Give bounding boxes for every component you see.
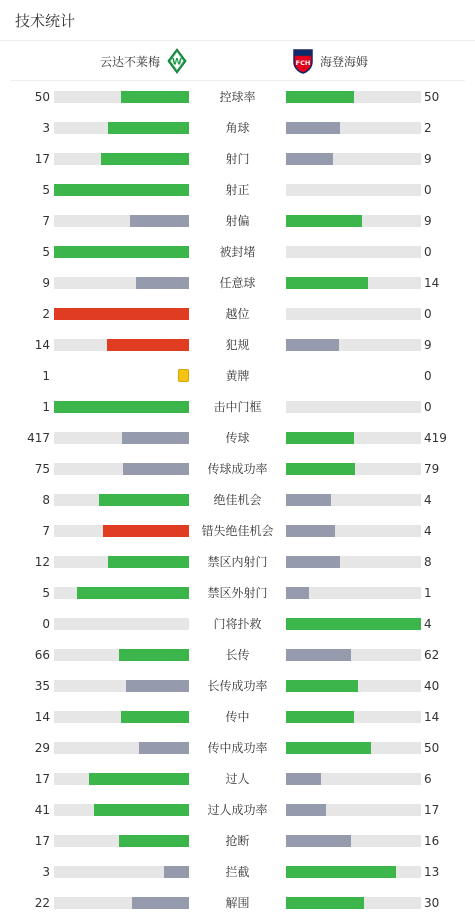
home-stat-value: 35 — [34, 679, 50, 693]
stat-label: 控球率 — [219, 90, 256, 104]
home-stat-bar-fill — [136, 277, 189, 289]
stat-row — [0, 515, 475, 546]
away-stat-bar — [286, 866, 421, 878]
away-stat-bar-fill — [286, 711, 354, 723]
home-stat-value: 0 — [42, 617, 50, 631]
away-stat-bar — [286, 711, 421, 723]
away-stat-bar — [286, 432, 421, 444]
stat-label: 绝佳机会 — [213, 493, 262, 507]
away-stat-value: 14 — [424, 710, 440, 724]
away-stat-value: 62 — [424, 648, 440, 662]
home-stat-bar-fill — [119, 835, 189, 847]
home-stat-bar — [54, 773, 189, 785]
stat-row — [0, 174, 475, 205]
stat-row — [0, 701, 475, 732]
stat-row — [0, 763, 475, 794]
stat-label: 拦截 — [225, 865, 250, 879]
away-stat-bar — [286, 184, 421, 196]
stat-label: 击中门框 — [213, 400, 262, 414]
stat-label: 越位 — [225, 307, 250, 321]
away-stat-value: 8 — [424, 555, 432, 569]
away-stat-value: 9 — [424, 338, 432, 352]
home-stat-bar — [54, 246, 189, 258]
stat-label: 抢断 — [225, 834, 250, 848]
stat-row — [0, 484, 475, 515]
teams-bar — [10, 41, 465, 81]
home-stat-bar — [54, 153, 189, 165]
stat-label: 禁区外射门 — [207, 586, 268, 600]
away-stat-value: 4 — [424, 493, 432, 507]
home-stat-bar-fill — [123, 463, 189, 475]
away-stat-bar-fill — [286, 153, 333, 165]
away-stat-bar — [286, 773, 421, 785]
home-stat-value: 1 — [42, 400, 50, 414]
home-stat-value: 29 — [34, 741, 50, 755]
home-stat-value: 17 — [34, 772, 50, 786]
stat-row — [0, 143, 475, 174]
away-stat-bar-fill — [286, 742, 371, 754]
stat-label: 犯规 — [225, 338, 250, 352]
home-stat-bar — [54, 649, 189, 661]
home-stat-value: 22 — [34, 896, 50, 910]
away-stat-value: 17 — [424, 803, 440, 817]
stat-row — [0, 887, 475, 918]
home-stat-bar — [54, 618, 189, 630]
away-stat-value: 6 — [424, 772, 432, 786]
away-stat-value: 0 — [424, 369, 432, 383]
away-stat-bar-fill — [286, 618, 421, 630]
home-stat-bar-fill — [164, 866, 189, 878]
home-stat-bar-fill — [54, 308, 189, 320]
home-stat-bar-fill — [54, 246, 189, 258]
home-stat-value: 5 — [42, 586, 50, 600]
away-stat-bar-fill — [286, 680, 358, 692]
away-stat-bar — [286, 804, 421, 816]
away-stat-bar — [286, 339, 421, 351]
home-stat-value: 17 — [34, 834, 50, 848]
stat-row — [0, 453, 475, 484]
away-stat-value: 13 — [424, 865, 440, 879]
away-stat-bar — [286, 556, 421, 568]
home-stat-value: 14 — [34, 710, 50, 724]
stat-label: 错失绝佳机会 — [201, 524, 274, 538]
away-stat-value: 2 — [424, 121, 432, 135]
away-stat-bar — [286, 649, 421, 661]
away-stat-value: 4 — [424, 524, 432, 538]
home-stat-bar-fill — [126, 680, 189, 692]
home-stat-bar-fill — [101, 153, 189, 165]
stat-label: 解围 — [225, 896, 250, 910]
away-stat-bar — [286, 494, 421, 506]
away-stat-value: 0 — [424, 183, 432, 197]
stat-label: 射偏 — [225, 214, 250, 228]
stat-label: 长传 — [225, 648, 250, 662]
home-stat-bar-fill — [103, 525, 189, 537]
away-stat-bar — [286, 308, 421, 320]
stat-row — [0, 112, 475, 143]
away-stat-bar — [286, 277, 421, 289]
home-stat-bar — [54, 525, 189, 537]
stat-label: 过人 — [225, 772, 250, 786]
stat-row — [0, 794, 475, 825]
away-stat-value: 9 — [424, 152, 432, 166]
home-stat-value: 41 — [34, 803, 50, 817]
stat-row — [0, 329, 475, 360]
away-stat-bar — [286, 897, 421, 909]
stat-row — [0, 267, 475, 298]
home-stat-bar — [54, 277, 189, 289]
home-stat-value: 75 — [34, 462, 50, 476]
stat-label: 门将扑救 — [213, 617, 262, 631]
home-stat-bar — [54, 215, 189, 227]
home-stat-bar — [54, 835, 189, 847]
away-stat-value: 79 — [424, 462, 440, 476]
away-stat-bar-fill — [286, 277, 368, 289]
away-team[interactable] — [292, 41, 368, 81]
home-stat-value: 417 — [27, 431, 50, 445]
home-stat-bar — [54, 432, 189, 444]
away-stat-bar-fill — [286, 556, 340, 568]
stat-row — [0, 670, 475, 701]
away-stat-bar — [286, 401, 421, 413]
home-stat-value: 17 — [34, 152, 50, 166]
stat-label: 过人成功率 — [207, 803, 268, 817]
home-stat-bar — [54, 494, 189, 506]
away-stat-bar — [286, 587, 421, 599]
home-stat-bar-fill — [108, 122, 189, 134]
home-stat-bar-fill — [54, 401, 189, 413]
home-stat-bar — [54, 711, 189, 723]
stat-label: 传球成功率 — [207, 462, 268, 476]
stat-label: 角球 — [225, 121, 250, 135]
home-stat-bar-fill — [130, 215, 189, 227]
away-stat-value: 14 — [424, 276, 440, 290]
stat-row — [0, 732, 475, 763]
home-stat-bar — [54, 401, 189, 413]
home-stat-value: 14 — [34, 338, 50, 352]
stat-row — [0, 205, 475, 236]
away-team-name: 海登海姆 — [320, 54, 369, 69]
away-stat-bar — [286, 680, 421, 692]
home-stat-bar-fill — [89, 773, 189, 785]
home-team[interactable] — [100, 41, 188, 81]
home-stat-value: 7 — [42, 214, 50, 228]
home-stat-bar — [54, 370, 189, 382]
stat-row — [0, 825, 475, 856]
away-stat-value: 0 — [424, 400, 432, 414]
home-stat-bar-fill — [122, 432, 189, 444]
away-stat-bar — [286, 463, 421, 475]
away-stat-value: 419 — [424, 431, 447, 445]
away-stat-bar-fill — [286, 494, 331, 506]
away-stat-value: 30 — [424, 896, 440, 910]
home-stat-value: 9 — [42, 276, 50, 290]
stat-label: 传中 — [225, 710, 250, 724]
away-stat-bar-fill — [286, 866, 396, 878]
heidenheim-fch-crest-icon — [292, 48, 314, 74]
away-stat-bar — [286, 122, 421, 134]
away-stat-bar — [286, 215, 421, 227]
away-stat-value: 9 — [424, 214, 432, 228]
away-stat-bar — [286, 618, 421, 630]
home-stat-bar-fill — [139, 742, 189, 754]
home-stat-bar-fill — [99, 494, 189, 506]
away-stat-value: 16 — [424, 834, 440, 848]
away-stat-bar-fill — [286, 649, 351, 661]
home-stat-bar — [54, 91, 189, 103]
home-stat-value: 3 — [42, 865, 50, 879]
away-stat-value: 1 — [424, 586, 432, 600]
home-stat-bar-fill — [77, 587, 189, 599]
away-stat-value: 40 — [424, 679, 440, 693]
away-stat-bar — [286, 835, 421, 847]
away-stat-bar-fill — [286, 91, 354, 103]
home-stat-bar — [54, 308, 189, 320]
yellow-card-icon — [178, 369, 189, 382]
stat-label: 任意球 — [219, 276, 256, 290]
home-stat-bar-fill — [107, 339, 189, 351]
stat-row — [0, 608, 475, 639]
home-stat-bar — [54, 122, 189, 134]
stat-label: 被封堵 — [219, 245, 256, 259]
home-stat-bar — [54, 680, 189, 692]
away-stat-value: 50 — [424, 741, 440, 755]
stat-row — [0, 298, 475, 329]
away-stat-bar-fill — [286, 525, 335, 537]
home-stat-bar-fill — [108, 556, 189, 568]
away-stat-bar-fill — [286, 773, 321, 785]
stat-row — [0, 391, 475, 422]
home-stat-value: 2 — [42, 307, 50, 321]
away-stat-bar — [286, 525, 421, 537]
home-stat-bar — [54, 866, 189, 878]
home-stat-bar — [54, 556, 189, 568]
home-stat-value: 1 — [42, 369, 50, 383]
home-stat-bar — [54, 804, 189, 816]
stat-row — [0, 577, 475, 608]
stat-label: 长传成功率 — [207, 679, 268, 693]
away-stat-bar — [286, 370, 421, 382]
away-stat-value: 4 — [424, 617, 432, 631]
home-stat-bar — [54, 897, 189, 909]
stats-header — [0, 0, 475, 41]
home-stat-value: 3 — [42, 121, 50, 135]
werder-bremen-crest-icon — [166, 48, 188, 74]
stat-row — [0, 236, 475, 267]
stat-label: 黄牌 — [225, 369, 250, 383]
away-stat-value: 0 — [424, 245, 432, 259]
away-stat-bar-fill — [286, 339, 339, 351]
home-stat-bar-fill — [121, 91, 189, 103]
home-stat-value: 5 — [42, 245, 50, 259]
stat-row — [0, 546, 475, 577]
stat-row — [0, 422, 475, 453]
stat-row — [0, 360, 475, 391]
away-stat-value: 50 — [424, 90, 440, 104]
home-stat-bar-fill — [119, 649, 189, 661]
home-stat-value: 7 — [42, 524, 50, 538]
home-stat-bar-fill — [132, 897, 189, 909]
away-stat-bar-fill — [286, 587, 309, 599]
stats-list — [0, 81, 475, 918]
home-stat-value: 5 — [42, 183, 50, 197]
stat-row — [0, 856, 475, 887]
home-stat-bar-fill — [121, 711, 189, 723]
away-stat-bar-fill — [286, 463, 355, 475]
stat-label: 射正 — [225, 183, 250, 197]
away-stat-bar — [286, 91, 421, 103]
away-stat-bar — [286, 153, 421, 165]
home-stat-bar-fill — [94, 804, 189, 816]
stat-label: 射门 — [225, 152, 250, 166]
home-stat-value: 8 — [42, 493, 50, 507]
away-stat-bar-fill — [286, 835, 351, 847]
home-stat-bar — [54, 184, 189, 196]
stat-row — [0, 81, 475, 112]
svg-text:W: W — [172, 57, 182, 68]
svg-text:FCH: FCH — [295, 59, 311, 67]
away-stat-bar-fill — [286, 804, 326, 816]
home-stat-bar — [54, 742, 189, 754]
home-stat-value: 12 — [34, 555, 50, 569]
away-stat-bar-fill — [286, 122, 340, 134]
home-stat-value: 66 — [34, 648, 50, 662]
home-stat-bar-fill — [54, 184, 189, 196]
away-stat-bar-fill — [286, 897, 364, 909]
home-stat-bar — [54, 587, 189, 599]
home-stat-value: 50 — [34, 90, 50, 104]
stat-label: 传中成功率 — [207, 741, 268, 755]
home-stat-bar — [54, 463, 189, 475]
away-stat-value: 0 — [424, 307, 432, 321]
away-stat-bar-fill — [286, 432, 354, 444]
page-title: 技术统计 — [15, 12, 76, 30]
stat-row — [0, 639, 475, 670]
home-stat-bar — [54, 339, 189, 351]
away-stat-bar-fill — [286, 215, 362, 227]
home-team-name: 云达不莱梅 — [99, 54, 160, 69]
stat-label: 禁区内射门 — [207, 555, 268, 569]
away-stat-bar — [286, 742, 421, 754]
away-stat-bar — [286, 246, 421, 258]
stat-label: 传球 — [225, 431, 250, 445]
